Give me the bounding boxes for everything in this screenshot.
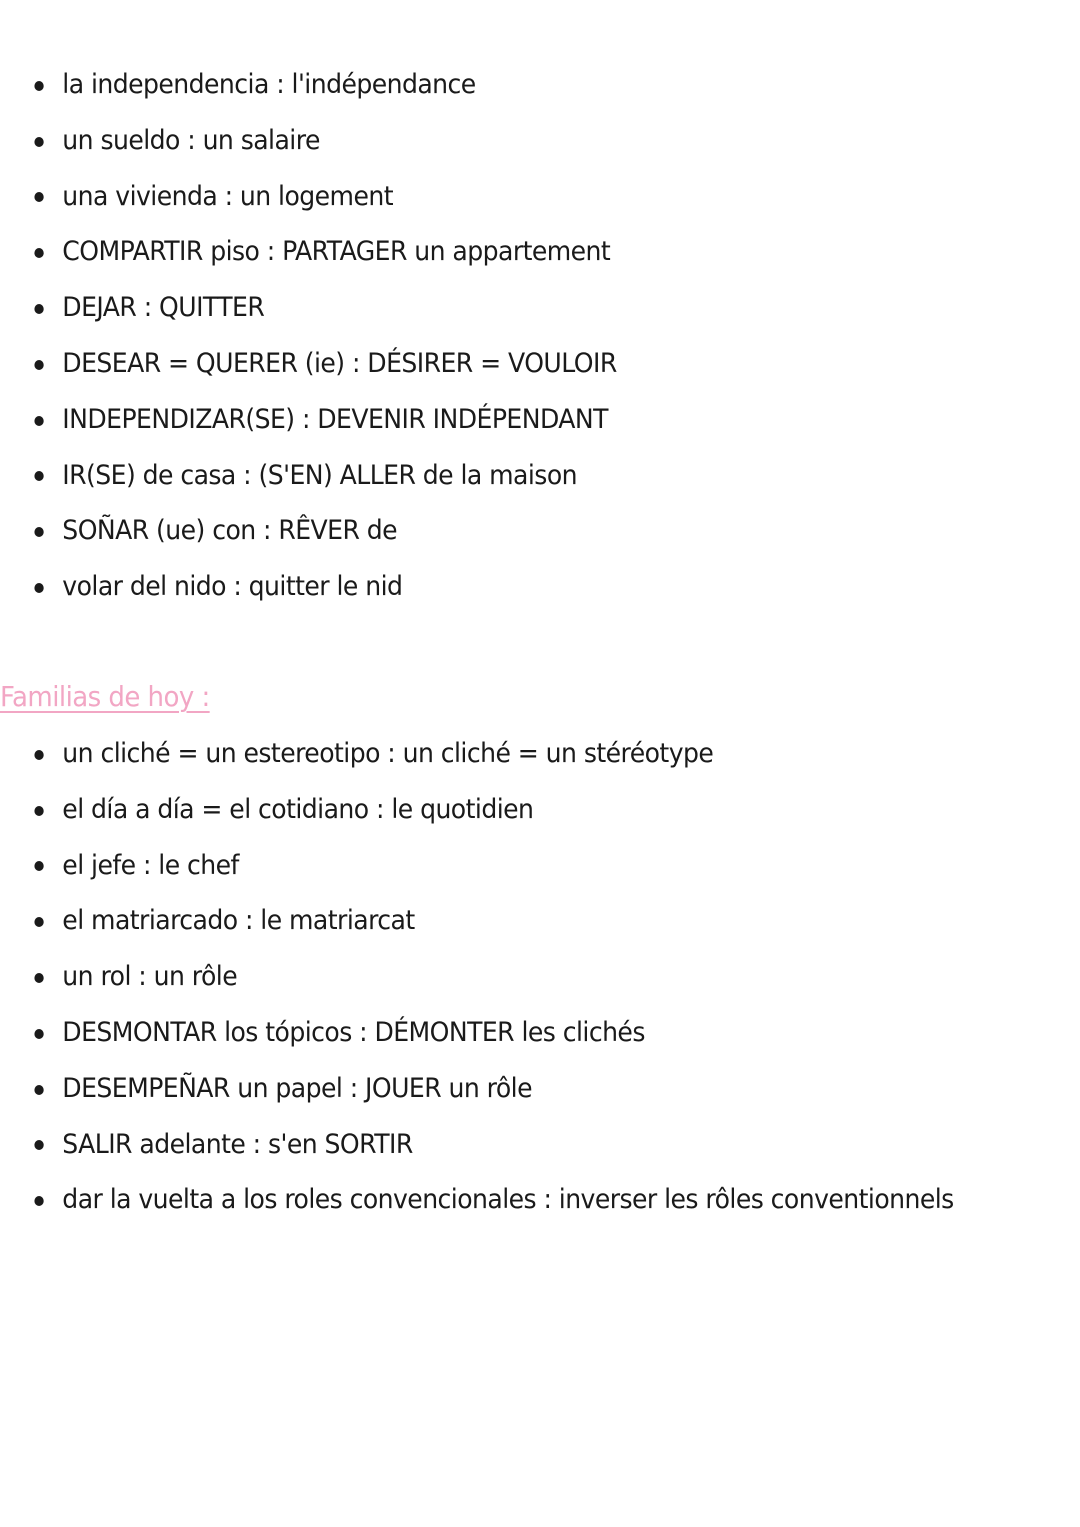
vocab-list-familias [0, 726, 1025, 1228]
vocab-entry: dar la vuelta a los roles convencionales : inverser les rôles conventionnels [62, 1184, 954, 1216]
list-item [0, 224, 617, 280]
list-item [0, 1172, 954, 1228]
list-item [0, 113, 617, 169]
list-item [0, 336, 617, 392]
bullet-icon [34, 304, 43, 314]
vocab-entry: un sueldo : un salaire [62, 124, 320, 156]
bullet-icon [34, 1029, 43, 1039]
bullet-icon [34, 416, 43, 426]
section-heading-familias: Familias de hoy : [0, 680, 210, 713]
vocab-entry: DESEMPEÑAR un papel : JOUER un rôle [62, 1072, 532, 1104]
bullet-icon [34, 81, 43, 91]
list-item [0, 838, 954, 894]
vocab-entry: IR(SE) de casa : (S'EN) ALLER de la maison [62, 459, 577, 491]
list-item [0, 448, 617, 504]
list-item [0, 1005, 954, 1061]
vocab-entry: INDEPENDIZAR(SE) : DEVENIR INDÉPENDANT [62, 403, 608, 435]
bullet-icon [34, 750, 43, 760]
vocab-entry: el jefe : le chef [62, 849, 239, 881]
bullet-icon [34, 527, 43, 537]
vocab-entry: COMPARTIR piso : PARTAGER un appartement [62, 236, 611, 268]
bullet-icon [34, 248, 43, 258]
bullet-icon [34, 1140, 43, 1150]
bullet-icon [34, 583, 43, 593]
vocab-entry: la independencia : l'indépendance [62, 69, 476, 100]
vocab-entry: el día a día = el cotidiano : le quotidien [62, 793, 534, 825]
list-item [0, 503, 617, 559]
bullet-icon [34, 806, 43, 816]
list-item [0, 726, 954, 782]
list-item [0, 559, 617, 615]
vocab-entry: un rol : un rôle [62, 961, 238, 993]
bullet-icon [34, 192, 43, 202]
list-item [0, 57, 617, 113]
bullet-icon [34, 360, 43, 370]
list-item [0, 169, 617, 225]
bullet-icon [34, 137, 43, 147]
vocab-entry: SOÑAR (ue) con : RÊVER de [62, 515, 398, 547]
list-item [0, 1061, 954, 1117]
list-item [0, 893, 954, 949]
vocab-entry: volar del nido : quitter le nid [62, 571, 403, 603]
vocab-entry: DESMONTAR los tópicos : DÉMONTER les clichés [62, 1016, 645, 1048]
list-item [0, 1117, 954, 1173]
list-item [0, 949, 954, 1005]
list-item [0, 392, 617, 448]
bullet-icon [34, 471, 43, 481]
bullet-icon [34, 917, 43, 927]
bullet-icon [34, 1196, 43, 1206]
vocab-entry: DESEAR = QUERER (ie) : DÉSIRER = VOULOIR [62, 347, 617, 379]
vocab-list-independence [0, 57, 663, 615]
vocab-entry: SALIR adelante : s'en SORTIR [62, 1128, 413, 1160]
vocab-entry: el matriarcado : le matriarcat [62, 905, 415, 937]
bullet-icon [34, 1085, 43, 1095]
bullet-icon [34, 973, 43, 983]
vocab-entry: un cliché = un estereotipo : un cliché = un stéréotype [62, 738, 714, 769]
vocab-entry: DEJAR : QUITTER [62, 292, 265, 324]
vocab-entry: una vivienda : un logement [62, 180, 393, 212]
list-item [0, 782, 954, 838]
list-item [0, 280, 617, 336]
bullet-icon [34, 861, 43, 871]
